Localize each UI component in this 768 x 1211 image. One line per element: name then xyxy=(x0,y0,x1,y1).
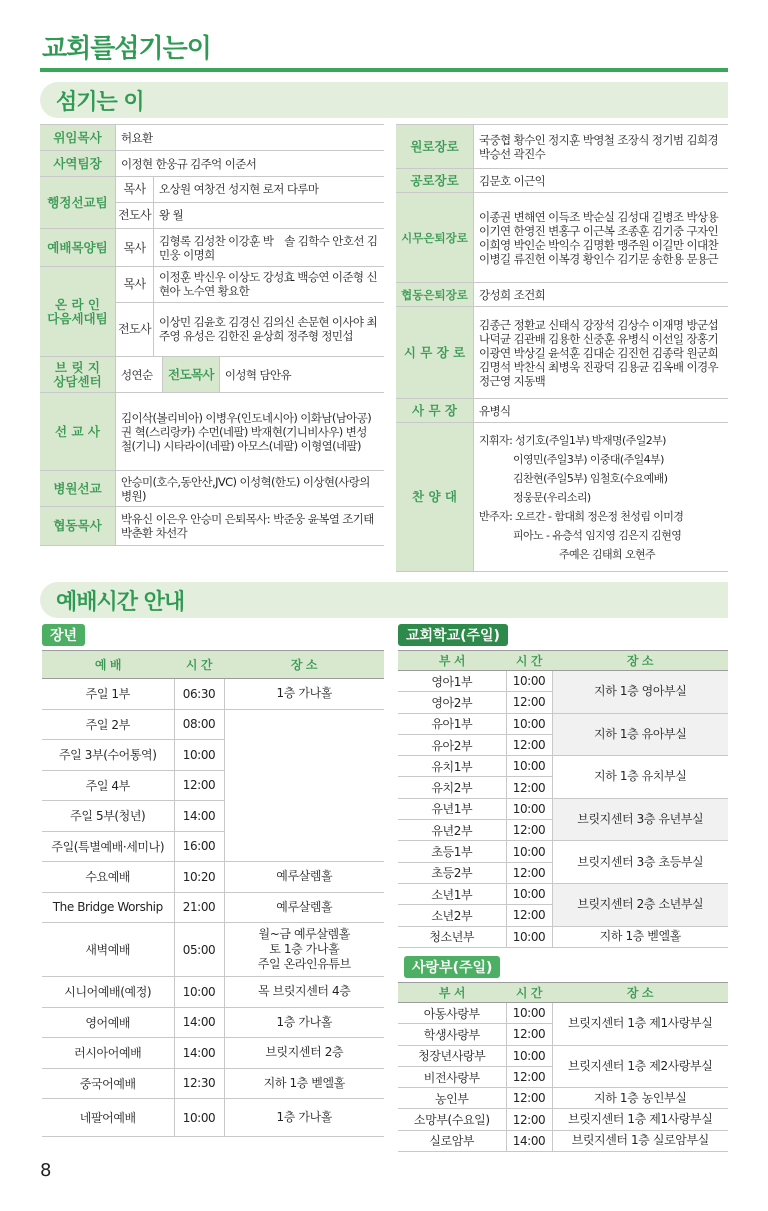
school-schedule-table xyxy=(398,650,728,948)
service-name: 학생사랑부 xyxy=(398,1024,506,1045)
header-cell: 장 소 xyxy=(224,651,384,679)
roster-row xyxy=(396,306,728,398)
schedule-row xyxy=(42,1038,384,1069)
service-time: 10:20 xyxy=(174,862,224,893)
schedule-row xyxy=(398,926,728,947)
service-name: 유년1부 xyxy=(398,798,506,819)
choir-line: 반주자: 오르간 - 함대희 정은정 천성림 이미경 xyxy=(479,509,684,523)
service-place: 지하 1층 벧엘홀 xyxy=(224,1068,384,1099)
service-time: 12:30 xyxy=(174,1068,224,1099)
service-time: 14:00 xyxy=(174,1038,224,1069)
service-place: 1층 가나홀 xyxy=(224,1099,384,1137)
roster-label: 브 릿 지 상담센터 xyxy=(40,357,116,392)
roster-row xyxy=(40,356,384,392)
roster-role: 목사 xyxy=(116,177,154,202)
roster-value: 김이삭(볼리비아) 이병우(인도네시아) 이화남(남아공) 권 혁(스리랑카) 수먼(네팔) 박재현(기니비사우) 변성철(기니) 시타라이(네팔) 아모스(네팔) 이형열(네팔) xyxy=(121,410,372,453)
choir-line: 주예은 김태희 오현주 xyxy=(559,547,656,561)
roster-value: 이종권 변해연 이득조 박순실 김성대 길병조 박상용 이기연 한영진 변홍구 이근복 조종훈 김기중 구자인 이희영 박인순 박익수 김명환 맹주원 이길만 이대찬 이병길 류진헌 이복경 황인수 김기문 송한용 문용근 xyxy=(479,209,719,266)
choir-line: 김찬현(주일5부) 임철호(수요예배) xyxy=(513,471,668,485)
service-place: 1층 가나홀 xyxy=(224,1007,384,1038)
service-place: 지하 1층 영아부실 xyxy=(552,671,728,714)
service-name: 주일 4부 xyxy=(42,770,174,801)
roster-label: 전도목사 xyxy=(162,357,220,392)
roster-label: 협동목사 xyxy=(40,507,116,545)
service-name: 유치2부 xyxy=(398,777,506,798)
service-name: 영어예배 xyxy=(42,1007,174,1038)
service-place: 예루살렘홀 xyxy=(224,892,384,923)
header-cell: 예 배 xyxy=(42,651,174,679)
roster-role: 전도사 xyxy=(116,203,154,228)
roster-value: 오상원 여창건 성지현 로저 다루마 xyxy=(159,182,319,197)
service-name: 농인부 xyxy=(398,1088,506,1109)
service-place xyxy=(224,709,384,862)
schedule-row xyxy=(398,1109,728,1130)
choir-line: 피아노 - 유층석 임지영 김은지 김현영 xyxy=(513,528,682,542)
roster-label: 사 무 장 xyxy=(396,399,474,422)
roster-row xyxy=(40,228,384,266)
roster-role: 전도사 xyxy=(116,303,154,356)
service-time: 10:00 xyxy=(506,798,552,819)
roster-value: 유병식 xyxy=(479,403,511,418)
roster-row xyxy=(396,124,728,168)
service-time: 10:00 xyxy=(506,841,552,862)
service-time: 12:00 xyxy=(506,777,552,798)
service-time: 10:00 xyxy=(506,1003,552,1024)
service-place: 지하 1층 벧엘홀 xyxy=(552,926,728,947)
roster-row xyxy=(40,506,384,546)
roster-value: 성연순 xyxy=(121,367,153,382)
header-cell: 시 간 xyxy=(506,651,552,671)
roster-value: 왕 월 xyxy=(159,208,184,223)
service-time: 14:00 xyxy=(174,1007,224,1038)
roster-label: 협동은퇴장로 xyxy=(396,283,474,306)
service-place: 1층 가나홀 xyxy=(224,679,384,710)
schedule-row xyxy=(398,883,728,904)
roster-value: 이정현 한웅규 김주억 이준서 xyxy=(121,156,257,171)
service-time: 12:00 xyxy=(506,692,552,713)
service-name: 주일(특별예배·세미나) xyxy=(42,831,174,862)
schedule-row xyxy=(398,798,728,819)
service-name: 비전사랑부 xyxy=(398,1066,506,1087)
choir-line: 지휘자: 성기호(주일1부) 박재명(주일2부) xyxy=(479,433,666,447)
service-place: 브릿지센터 1층 제1사랑부실 xyxy=(552,1109,728,1130)
service-name: 소년1부 xyxy=(398,883,506,904)
roster-label: 시무은퇴장로 xyxy=(396,193,474,282)
page-number: 8 xyxy=(40,1160,52,1181)
service-place: 목 브릿지센터 4층 xyxy=(224,977,384,1008)
adult-pill: 장년 xyxy=(42,624,85,646)
service-time: 06:30 xyxy=(174,679,224,710)
choir-line: 정웅문(우리소리) xyxy=(513,490,591,504)
schedule-row xyxy=(398,671,728,692)
service-name: 유치1부 xyxy=(398,756,506,777)
left-roster xyxy=(40,124,384,576)
schedule-row xyxy=(42,1007,384,1038)
service-name: 중국어예배 xyxy=(42,1068,174,1099)
service-time: 10:00 xyxy=(506,1045,552,1066)
service-place: 브릿지센터 3층 유년부실 xyxy=(552,798,728,841)
schedule-row xyxy=(398,1045,728,1066)
header-cell: 장 소 xyxy=(552,651,728,671)
service-name: 아동사랑부 xyxy=(398,1003,506,1024)
service-place: 지하 1층 유아부실 xyxy=(552,713,728,756)
section-title: 섬기는 이 xyxy=(56,90,144,115)
roster-row xyxy=(40,470,384,506)
schedule-row xyxy=(398,713,728,734)
roster-value: 김종근 정환교 신태식 강장석 김상수 이재명 방군섭 나덕균 김관배 김용한 신중훈 유병식 이선일 장홍기 이광연 박상길 윤석훈 김대순 김진헌 김종락 원군희 김명석 박찬식 최병욱 진광덕 김용균 김옥배 이경우 정근영 지동백 xyxy=(479,317,719,388)
service-time: 10:00 xyxy=(506,671,552,692)
service-place: 브릿지센터 3층 초등부실 xyxy=(552,841,728,884)
service-time: 12:00 xyxy=(506,1088,552,1109)
roster-value: 김형록 김성찬 이강훈 박 솔 김학수 안호선 김민웅 이명희 xyxy=(159,233,378,262)
service-place: 브릿지센터 1층 제2사랑부실 xyxy=(552,1045,728,1088)
roster-label: 사역팀장 xyxy=(40,151,116,176)
service-name: 유아2부 xyxy=(398,734,506,755)
service-name: 주일 2부 xyxy=(42,709,174,740)
roster-row xyxy=(40,150,384,176)
service-time: 10:00 xyxy=(506,713,552,734)
service-name: 실로암부 xyxy=(398,1130,506,1151)
schedule-row xyxy=(42,977,384,1008)
roster-value: 강성희 조건희 xyxy=(479,287,546,302)
school-pill: 교회학교(주일) xyxy=(398,624,508,646)
service-place: 월~금 예루살렘홀 토 1층 가나홀 주일 온라인유튜브 xyxy=(224,923,384,977)
service-time: 08:00 xyxy=(174,709,224,740)
service-time: 12:00 xyxy=(506,905,552,926)
service-name: 수요예배 xyxy=(42,862,174,893)
service-time: 12:00 xyxy=(174,770,224,801)
service-time: 12:00 xyxy=(506,734,552,755)
schedule-row xyxy=(398,1130,728,1151)
section-band-schedule xyxy=(40,582,728,618)
roster-value: 박유신 이은우 안승미 은퇴목사: 박준웅 윤복열 조기태 박춘환 차선각 xyxy=(121,512,374,540)
schedule-row xyxy=(42,1099,384,1137)
roster-value: 이정훈 박신우 이상도 강성효 백승연 이준형 신현아 노수연 황요한 xyxy=(159,270,378,299)
service-name: 네팔어예배 xyxy=(42,1099,174,1137)
section-band-servants xyxy=(40,82,728,118)
roster-role: 목사 xyxy=(116,267,154,302)
service-name: 주일 3부(수어통역) xyxy=(42,740,174,771)
roster-row xyxy=(40,176,384,228)
service-name: 초등2부 xyxy=(398,862,506,883)
schedule-row xyxy=(42,1068,384,1099)
service-time: 10:00 xyxy=(506,883,552,904)
roster-label: 시 무 장 로 xyxy=(396,307,474,398)
adult-schedule-table xyxy=(42,650,384,1137)
roster-row xyxy=(396,168,728,192)
roster-row xyxy=(40,392,384,470)
roster-value: 허요환 xyxy=(121,130,153,145)
schedule-row xyxy=(398,1003,728,1024)
service-time: 12:00 xyxy=(506,1109,552,1130)
service-name: 주일 5부(청년) xyxy=(42,801,174,832)
roster-label: 병원선교 xyxy=(40,471,116,506)
service-name: 청장년사랑부 xyxy=(398,1045,506,1066)
roster-label: 행정선교팀 xyxy=(40,177,116,228)
roster-role: 목사 xyxy=(116,229,154,266)
roster-row xyxy=(396,282,728,306)
service-name: The Bridge Worship xyxy=(42,892,174,923)
service-name: 러시아어예배 xyxy=(42,1038,174,1069)
schedule-row xyxy=(42,862,384,893)
page-title: 교회를섬기는이 xyxy=(42,34,211,64)
roster-label: 온 라 인 다음세대팀 xyxy=(40,267,116,356)
right-roster xyxy=(396,124,728,576)
roster-value: 김문호 이근익 xyxy=(479,173,546,188)
roster-value: 이상민 김윤호 김경신 김의신 손문현 이사야 최주영 유성은 김한진 윤상희 정주형 정민섭 xyxy=(159,315,378,344)
service-place: 예루살렘홀 xyxy=(224,862,384,893)
header-cell: 시 간 xyxy=(506,983,552,1003)
service-time: 10:00 xyxy=(174,740,224,771)
service-place: 지하 1층 농인부실 xyxy=(552,1088,728,1109)
service-place: 브릿지센터 1층 실로암부실 xyxy=(552,1130,728,1151)
roster-label: 찬 양 대 xyxy=(396,423,474,571)
roster-value: 국중협 황수인 정지훈 박영철 조장식 정기범 김희경 박승선 곽진수 xyxy=(479,132,719,161)
service-name: 새벽예배 xyxy=(42,923,174,977)
roster-row xyxy=(40,124,384,150)
schedule-row xyxy=(398,756,728,777)
title-rule xyxy=(40,68,728,72)
schedule-row xyxy=(42,923,384,977)
service-time: 10:00 xyxy=(174,1099,224,1137)
service-name: 소망부(수요일) xyxy=(398,1109,506,1130)
header-cell: 부 서 xyxy=(398,983,506,1003)
service-time: 05:00 xyxy=(174,923,224,977)
roster-label: 원로장로 xyxy=(396,125,474,168)
service-place: 브릿지센터 1층 제1사랑부실 xyxy=(552,1003,728,1046)
roster-label: 공로장로 xyxy=(396,169,474,192)
schedule-row xyxy=(398,841,728,862)
section-title: 예배시간 안내 xyxy=(56,590,185,615)
roster-label: 선 교 사 xyxy=(40,393,116,470)
service-name: 소년2부 xyxy=(398,905,506,926)
service-time: 12:00 xyxy=(506,862,552,883)
header-cell: 장 소 xyxy=(552,983,728,1003)
service-time: 12:00 xyxy=(506,1024,552,1045)
service-name: 청소년부 xyxy=(398,926,506,947)
service-name: 유아1부 xyxy=(398,713,506,734)
choir-line: 이영민(주일3부) 이중대(주일4부) xyxy=(513,452,664,466)
roster-row xyxy=(396,422,728,572)
service-name: 초등1부 xyxy=(398,841,506,862)
roster-value: 안승미(호수,동안산,JVC) 이성혁(한도) 이상현(사랑의병원) xyxy=(121,474,370,503)
service-name: 영아1부 xyxy=(398,671,506,692)
header-cell: 부 서 xyxy=(398,651,506,671)
roster-row xyxy=(40,266,384,356)
service-time: 12:00 xyxy=(506,820,552,841)
header-cell: 시 간 xyxy=(174,651,224,679)
service-place: 지하 1층 유치부실 xyxy=(552,756,728,799)
love-pill: 사랑부(주일) xyxy=(404,956,500,978)
service-name: 유년2부 xyxy=(398,820,506,841)
schedule-row xyxy=(42,709,384,740)
service-time: 10:00 xyxy=(506,926,552,947)
service-place: 브릿지센터 2층 xyxy=(224,1038,384,1069)
roster-row xyxy=(396,192,728,282)
service-time: 12:00 xyxy=(506,1066,552,1087)
schedule-row xyxy=(398,1088,728,1109)
service-time: 16:00 xyxy=(174,831,224,862)
service-name: 주일 1부 xyxy=(42,679,174,710)
schedule-row xyxy=(42,679,384,710)
service-name: 시니어예배(예정) xyxy=(42,977,174,1008)
schedule-row xyxy=(42,892,384,923)
roster-value: 이성혁 담안유 xyxy=(224,367,292,382)
service-time: 14:00 xyxy=(506,1130,552,1151)
service-time: 10:00 xyxy=(506,756,552,777)
service-place: 브릿지센터 2층 소년부실 xyxy=(552,883,728,926)
roster-label: 예배목양팀 xyxy=(40,229,116,266)
service-time: 21:00 xyxy=(174,892,224,923)
roster-row xyxy=(396,398,728,422)
service-time: 14:00 xyxy=(174,801,224,832)
love-schedule-table xyxy=(398,982,728,1152)
roster-label: 위임목사 xyxy=(40,125,116,150)
service-name: 영아2부 xyxy=(398,692,506,713)
service-time: 10:00 xyxy=(174,977,224,1008)
